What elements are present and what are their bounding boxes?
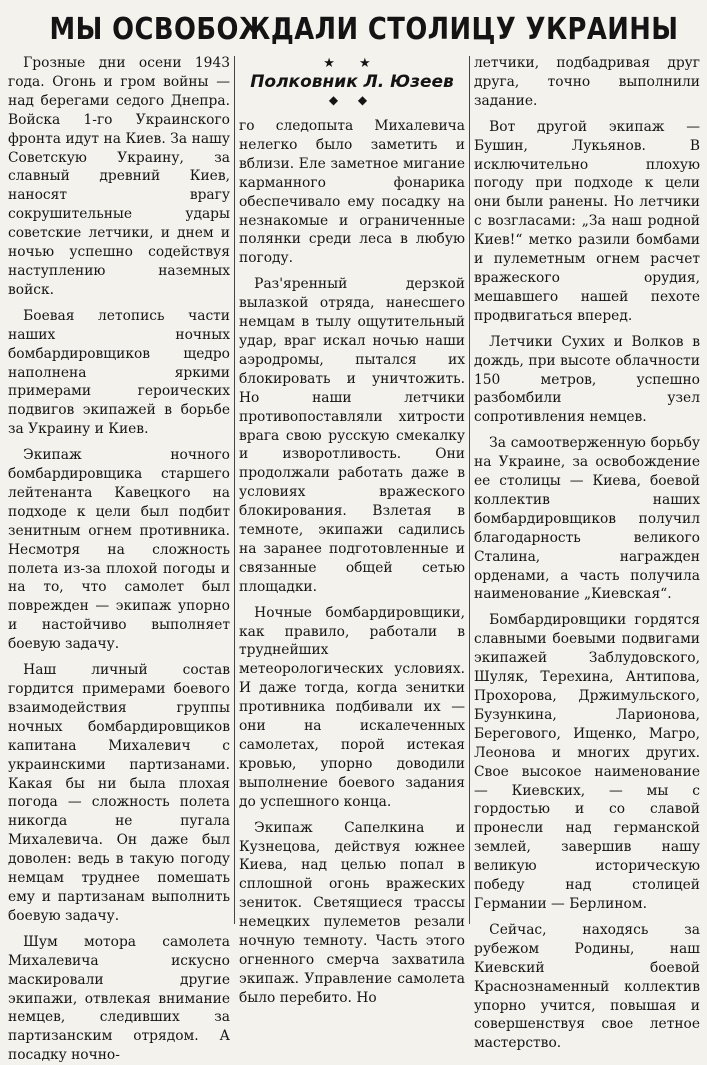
paragraph: Боевая летопись части наших ночных бомбардировщиков щедро наполнена яркими примерами героических подвигов экипажей в борьбе за Украину и Киев. [8,307,230,438]
paragraph: За самоотверженную борьбу на Украине, за освобождение ее столицы — Киева, боевой коллектив наших бомбардировщиков получил благодарность великого Сталина, награжден орденами, а часть получила наименование „Киевская“. [474,435,700,603]
paragraph: го следопыта Михалевича нелегко было заметить и вблизи. Еле заметное мигание карманного фонарика обеспечивало ему посадку на незнакомые и ограниченные полянки среди леса в любую погоду. [239,118,465,267]
paragraph: Бомбардировщики гордятся славными боевыми подвигами экипажей Заблудовского, Шуляк, Терехина, Антипова, Прохорова, Држимульского, Бузункина, Ларионова, Берегового, Ищенко, Магро, Леонова и многих других. Свое высокое наименование — Киевских, — мы с гордостью и со славой пронесли над германской землей, завершив нашу великую историческую победу над столицей Германии — Берлином. [474,612,700,912]
paragraph: Ночные бомбардировщики, как правило, работали в труднейших метеорологических условиях. И даже тогда, когда зенитки противника подбивали их — они на искалеченных самолетах, порой истекая кровью, упорно доводили выполнение боевого задания до успешного конца. [239,604,465,810]
paragraph: Шум мотора самолета Михалевича искусно маскировали другие экипажи, отвлекая внимание немцев, следивших за партизанским отрядом. А посадку ночно- [8,933,230,1064]
diamond-ornament: ◆ ◆ [328,93,376,107]
author-name: Полковник Л. Юзеев [250,72,454,92]
star-ornament: ★ ★ [323,56,381,71]
paragraph: Сейчас, находясь за рубежом Родины, наш Киевский боевой Краснознаменный коллектив упорно учится, повышая и совершенствуя свое летное мастерство. [474,921,700,1052]
paragraph: Экипаж ночного бомбардировщика старшего лейтенанта Кавецкого на подходе к цели был подбит зенитным огнем противника. Несмотря на сложность полета из-за плохой погоды и на то, что самолет был поврежден — экипаж упорно и настойчиво выполняет боевую задачу. [8,447,230,653]
article-column-3 [474,54,700,1052]
column-rule-2 [469,56,470,924]
column-rule-1 [234,56,235,924]
paragraph: Грозные дни осени 1943 года. Огонь и гром войны — над берегами седого Днепра. Войска 1-го Украинского фронта идут на Киев. За нашу Советскую Украину, за славный древний Киев, наносят врагу сокрушительные удары советские летчики, и днем и ночью успешно содействуя наступлению наземных войск. [8,55,230,298]
paragraph: Раз'яренный дерзкой вылазкой отряда, нанесшего немцам в тылу ощутительный удар, враг искал ночью наши аэродромы, пытался их блокировать и уничтожить. Но наши летчики противопоставляли хитрости врага свою русскую смекалку и изворотливость. Они продолжали работать даже в условиях вражеского блокирования. Взлетая в темноте, экипажи садились на заранее подготовленные и связанные общей сетью площадки. [239,276,465,595]
byline [239,56,465,107]
paragraph: летчики, подбадривая друг друга, точно выполнили задание. [474,55,700,109]
paragraph: Летчики Сухих и Волков в дождь, при высоте облачности 150 метров, успешно разбомбили узел сопротивления немцев. [474,333,700,426]
paragraph: Наш личный состав гордится примерами боевого взаимодействия группы ночных бомбардировщиков капитана Михалевич с украинскими партизанами. Какая бы ни была плохая погода — сложность полета никогда не пугала Михалевича. Он даже был доволен: ведь в такую погоду немцам труднее помешать ему и партизанам выполнить боевую задачу. [8,662,230,924]
article-column-1 [8,54,230,1064]
paragraph: Вот другой экипаж — Бушин, Лукьянов. В исключительно плохую погоду при подходе к цели они были ранены. Но летчики с возгласами: „За наш родной Киев!“ метко разили бомбами и пулеметным огнем расчет вражеского орудия, мешавшего нашей пехоте продвигаться вперед. [474,118,700,324]
paragraph: Экипаж Сапелкина и Кузнецова, действуя южнее Киева, над целью попал в сплошной огонь вражеских зениток. Светящиеся трассы немецких пулеметов резали ночную темноту. Часть этого огненного смерча захватила экипаж. Управление самолета было перебито. Но [239,819,465,1006]
article-headline: МЫ ОСВОБОЖДАЛИ СТОЛИЦУ УКРАИНЫ [49,12,679,47]
article-column-2 [239,54,465,1006]
